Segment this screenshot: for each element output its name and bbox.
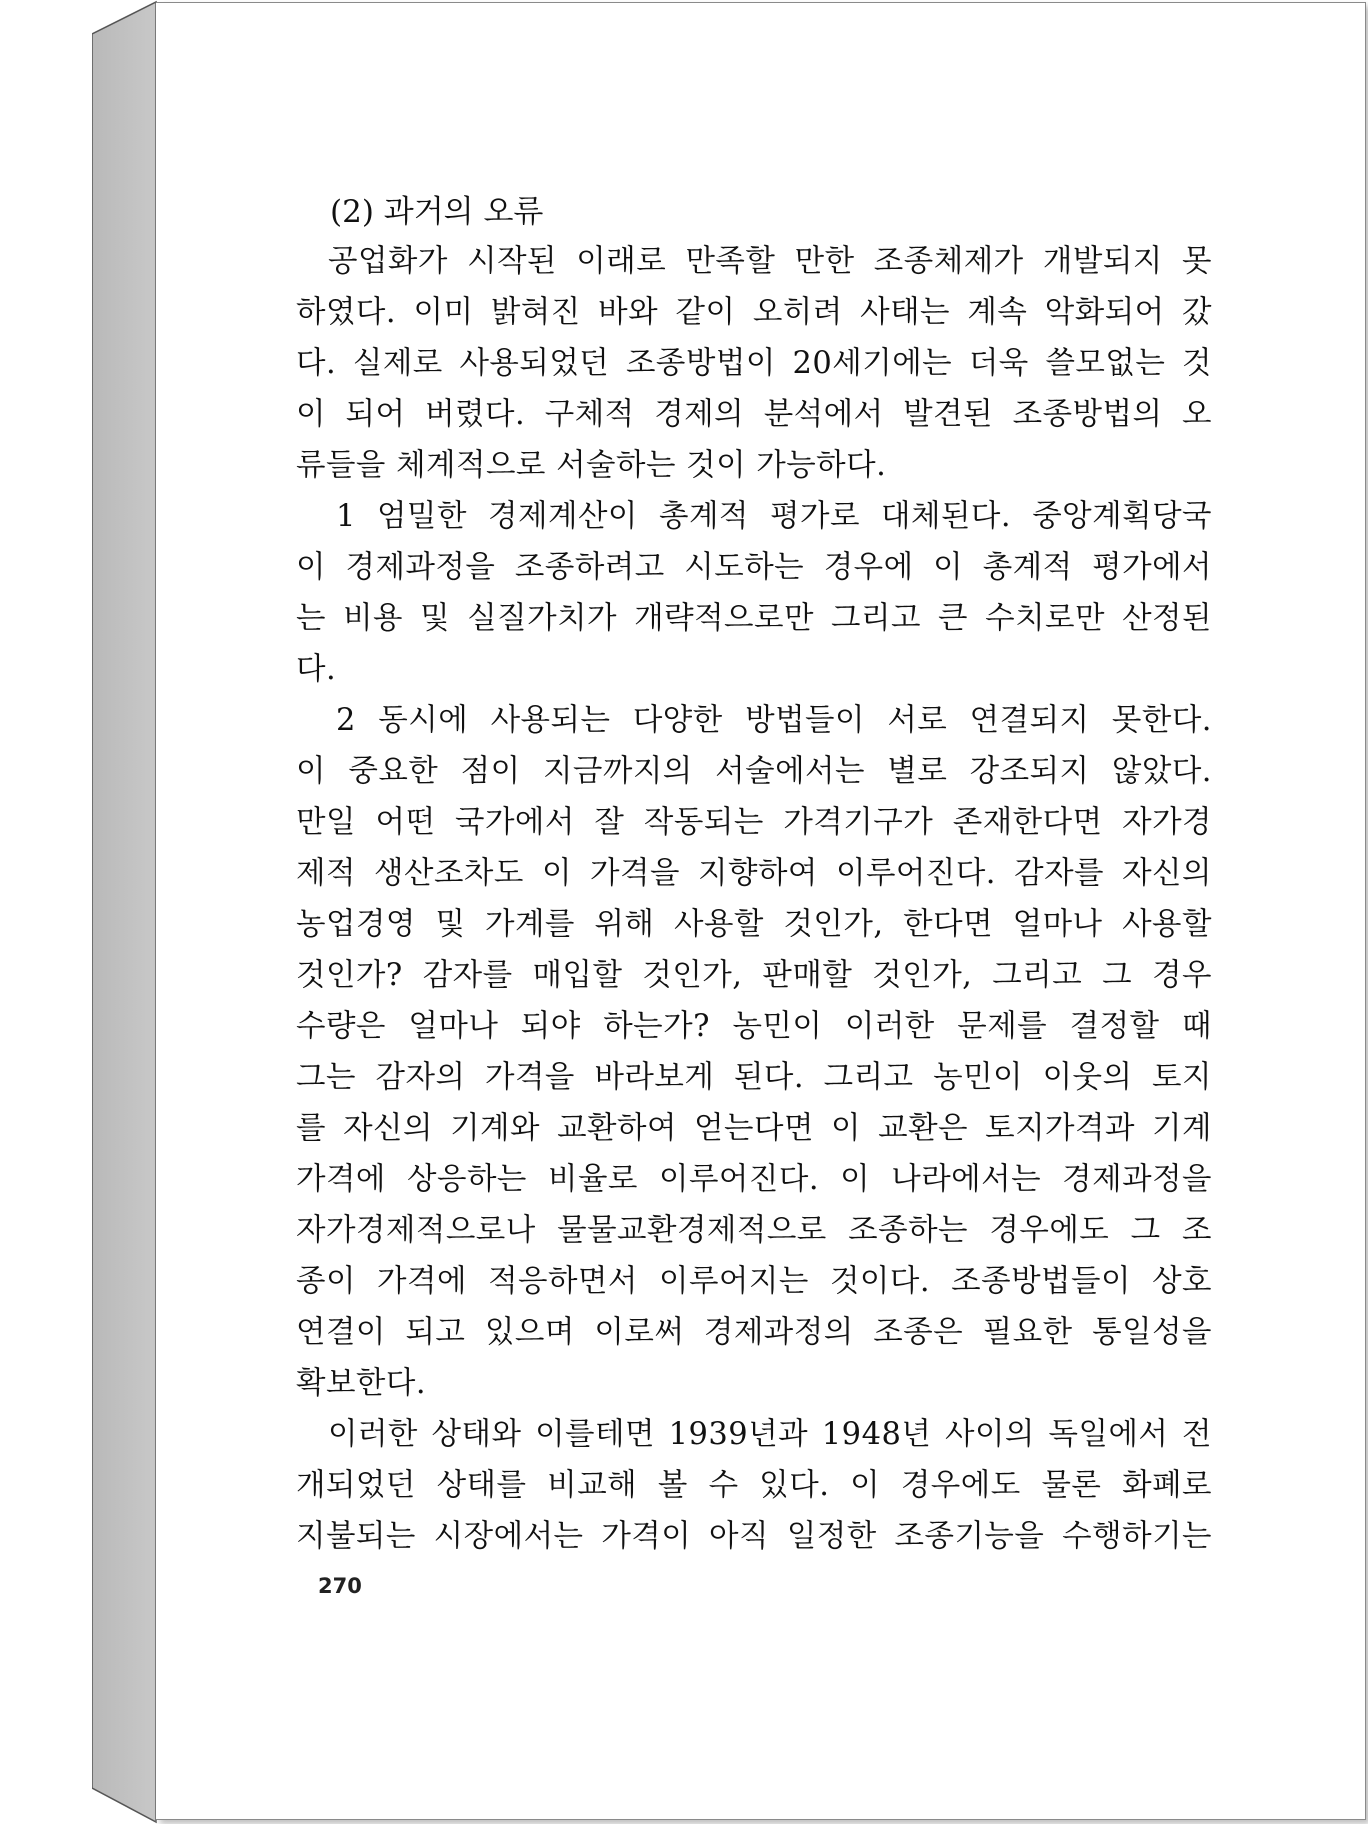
text-line: 지불되는 시장에서는 가격이 아직 일정한 조종기능을 수행하기는: [296, 1519, 1212, 1554]
text-line: 를 자신의 기계와 교환하여 얻는다면 이 교환은 토지가격과 기계: [296, 1111, 1212, 1146]
text-line: 것인가? 감자를 매입할 것인가, 판매할 것인가, 그리고 그 경우: [296, 958, 1212, 993]
paragraph-2: [296, 491, 1212, 695]
paragraph-4: [296, 1409, 1212, 1562]
text-line: 류들을 체계적으로 서술하는 것이 가능하다.: [296, 448, 887, 483]
text-line: 연결이 되고 있으며 이로써 경제과정의 조종은 필요한 통일성을: [296, 1315, 1212, 1350]
paragraph-3: [296, 695, 1212, 1409]
section-heading: (2) 과거의 오류: [330, 194, 544, 230]
text-line: 가격에 상응하는 비율로 이루어진다. 이 나라에서는 경제과정을: [296, 1162, 1212, 1197]
text-line: 농업경영 및 가계를 위해 사용할 것인가, 한다면 얼마나 사용할: [296, 907, 1212, 942]
page-text: [296, 188, 1212, 1562]
text-line: 자가경제적으로나 물물교환경제적으로 조종하는 경우에도 그 조: [296, 1213, 1212, 1248]
text-line: 제적 생산조차도 이 가격을 지향하여 이루어진다. 감자를 자신의: [296, 856, 1212, 891]
text-line: 이 경제과정을 조종하려고 시도하는 경우에 이 총계적 평가에서: [296, 550, 1212, 585]
text-line: 는 비용 및 실질가치가 개략적으로만 그리고 큰 수치로만 산정된: [296, 601, 1212, 636]
book-spine: [92, 0, 158, 1824]
text-line: 하였다. 이미 밝혀진 바와 같이 오히려 사태는 계속 악화되어 갔: [296, 295, 1212, 330]
text-line: 개되었던 상태를 비교해 볼 수 있다. 이 경우에도 물론 화폐로: [296, 1468, 1212, 1503]
paragraph-1: [296, 236, 1212, 491]
text-line: 이 되어 버렸다. 구체적 경제의 분석에서 발견된 조종방법의 오: [296, 397, 1212, 432]
text-line: 이러한 상태와 이를테면 1939년과 1948년 사이의 독일에서 전: [328, 1417, 1212, 1452]
text-line: 수량은 얼마나 되야 하는가? 농민이 이러한 문제를 결정할 때: [296, 1009, 1212, 1044]
text-line: 확보한다.: [296, 1366, 427, 1401]
text-line: 2 동시에 사용되는 다양한 방법들이 서로 연결되지 못한다.: [336, 703, 1212, 738]
page-number: 270: [318, 1574, 362, 1598]
text-line: 그는 감자의 가격을 바라보게 된다. 그리고 농민이 이웃의 토지: [296, 1060, 1212, 1095]
text-line: 만일 어떤 국가에서 잘 작동되는 가격기구가 존재한다면 자가경: [296, 805, 1212, 840]
text-line: 다. 실제로 사용되었던 조종방법이 20세기에는 더욱 쓸모없는 것: [296, 346, 1212, 381]
text-line: 1 엄밀한 경제계산이 총계적 평가로 대체된다. 중앙계획당국: [336, 499, 1212, 534]
text-line: 공업화가 시작된 이래로 만족할 만한 조종체제가 개발되지 못: [328, 244, 1212, 279]
text-line: 이 중요한 점이 지금까지의 서술에서는 별로 강조되지 않았다.: [296, 754, 1212, 789]
text-line: 종이 가격에 적응하면서 이루어지는 것이다. 조종방법들이 상호: [296, 1264, 1212, 1299]
text-line: 다.: [296, 652, 337, 687]
